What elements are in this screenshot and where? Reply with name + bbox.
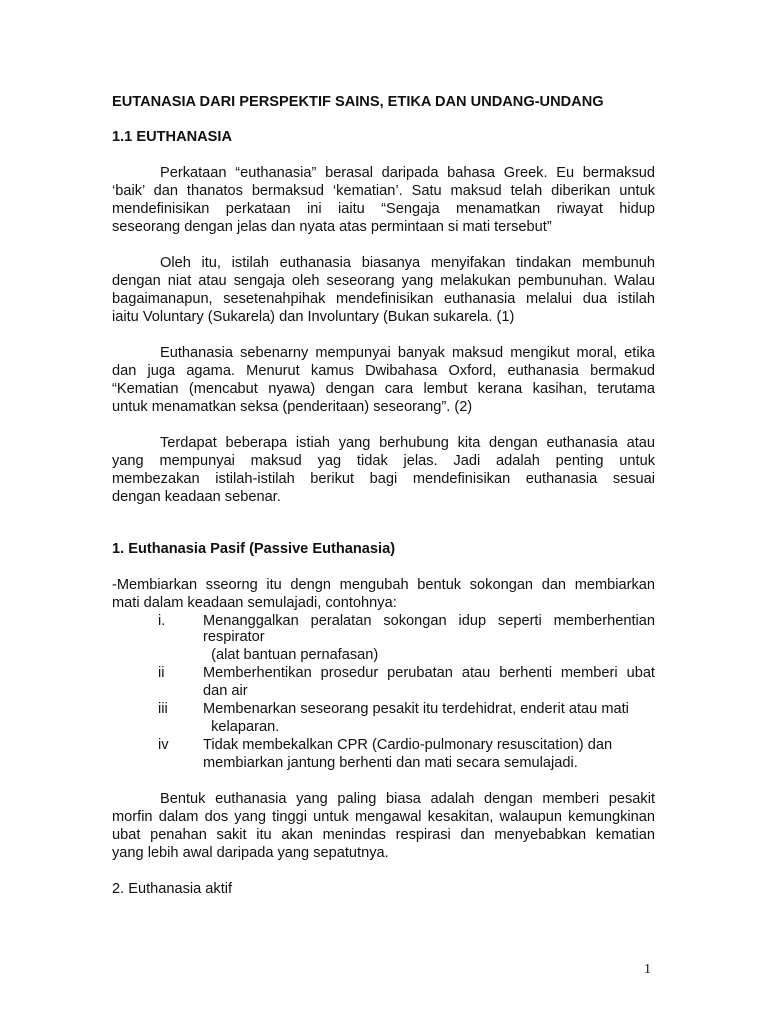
para1-line: seseorang dengan jelas dan nyata atas permintaan si mati tersebut” bbox=[112, 219, 552, 235]
page-number: 1 bbox=[644, 962, 651, 977]
para3-line: untuk menamatkan seksa (penderitaan) seseorang”. (2) bbox=[112, 399, 473, 415]
para4-line: membezakan istilah-istilah berikut bagi mendefinisikan euthanasia sesuai bbox=[112, 471, 655, 487]
para3-line: dan juga agama. Menurut kamus Dwibahasa Oxford, euthanasia bermakud bbox=[112, 363, 655, 379]
para1-line: mendefinisikan perkataan ini iaitu “Sengaja menamatkan riwayat hidup bbox=[112, 201, 655, 217]
para2-line: Oleh itu, istilah euthanasia biasanya menyifakan tindakan membunuh bbox=[160, 255, 655, 271]
list-item-number: iv bbox=[158, 737, 169, 753]
para2-line: dengan niat atau sengaja oleh seseorang yang melakukan pembunuhan. Walau bbox=[112, 273, 655, 289]
para5-line: morfin dalam dos yang tinggi untuk mengawal kesakitan, walaupun kemungkinan bbox=[112, 809, 655, 825]
para4-line: dengan keadaan sebenar. bbox=[112, 489, 281, 505]
list-item-line: Membenarkan seseorang pesakit itu terdehidrat, enderit atau mati bbox=[203, 701, 629, 717]
para5-line: ubat penahan sakit itu akan menindas respirasi dan menyebabkan kematian bbox=[112, 827, 655, 843]
list-item-line: dan air bbox=[203, 683, 248, 699]
document-title: EUTANASIA DARI PERSPEKTIF SAINS, ETIKA DAN UNDANG-UNDANG bbox=[112, 94, 604, 110]
para4-line: Terdapat beberapa istiah yang berhubung kita dengan euthanasia atau bbox=[160, 435, 655, 451]
list-item-number: i. bbox=[158, 613, 166, 629]
para3-line: Euthanasia sebenarny mempunyai banyak maksud mengikut moral, etika bbox=[160, 345, 655, 361]
subheading-active-euthanasia: 2. Euthanasia aktif bbox=[112, 881, 233, 897]
para2-line: bagaimanapun, sesetenahpihak mendefinisikan euthanasia melalui dua istilah bbox=[112, 291, 655, 307]
passive-intro-line: -Membiarkan sseorng itu dengn mengubah bentuk sokongan dan membiarkan bbox=[112, 577, 655, 593]
list-item-number: ii bbox=[158, 665, 165, 681]
passive-intro-line: mati dalam keadaan semulajadi, contohnya: bbox=[112, 595, 397, 611]
para2-line: iaitu Voluntary (Sukarela) dan Involuntary (Bukan sukarela. (1) bbox=[112, 309, 515, 325]
list-item-line: Tidak membekalkan CPR (Cardio-pulmonary resuscitation) dan bbox=[203, 737, 613, 753]
para1-line: ‘baik’ dan thanatos bermaksud ‘kematian’. Satu maksud telah diberikan untuk bbox=[112, 183, 655, 199]
list-item-line: membiarkan jantung berhenti dan mati secara semulajadi. bbox=[203, 755, 578, 771]
para5-line: Bentuk euthanasia yang paling biasa adalah dengan memberi pesakit bbox=[160, 791, 655, 807]
list-item-line: Memberhentikan prosedur perubatan atau berhenti memberi ubat bbox=[203, 665, 655, 681]
subheading-passive-euthanasia: 1. Euthanasia Pasif (Passive Euthanasia) bbox=[112, 541, 396, 557]
list-item-line: (alat bantuan pernafasan) bbox=[203, 647, 379, 663]
section-heading: 1.1 EUTHANASIA bbox=[112, 129, 233, 145]
list-item-line: kelaparan. bbox=[203, 719, 280, 735]
para1-line: Perkataan “euthanasia” berasal daripada bahasa Greek. Eu bermaksud bbox=[160, 165, 655, 181]
para5-line: yang lebih awal daripada yang sepatutnya. bbox=[112, 845, 389, 861]
para3-line: “Kematian (mencabut nyawa) dengan cara lembut kerana kasihan, terutama bbox=[112, 381, 655, 397]
list-item-line: respirator bbox=[203, 629, 265, 645]
list-item-number: iii bbox=[158, 701, 168, 717]
para4-line: yang mempunyai maksud yag tidak jelas. Jadi adalah penting untuk bbox=[112, 453, 655, 469]
list-item-line: Menanggalkan peralatan sokongan idup seperti memberhentian bbox=[203, 613, 655, 629]
